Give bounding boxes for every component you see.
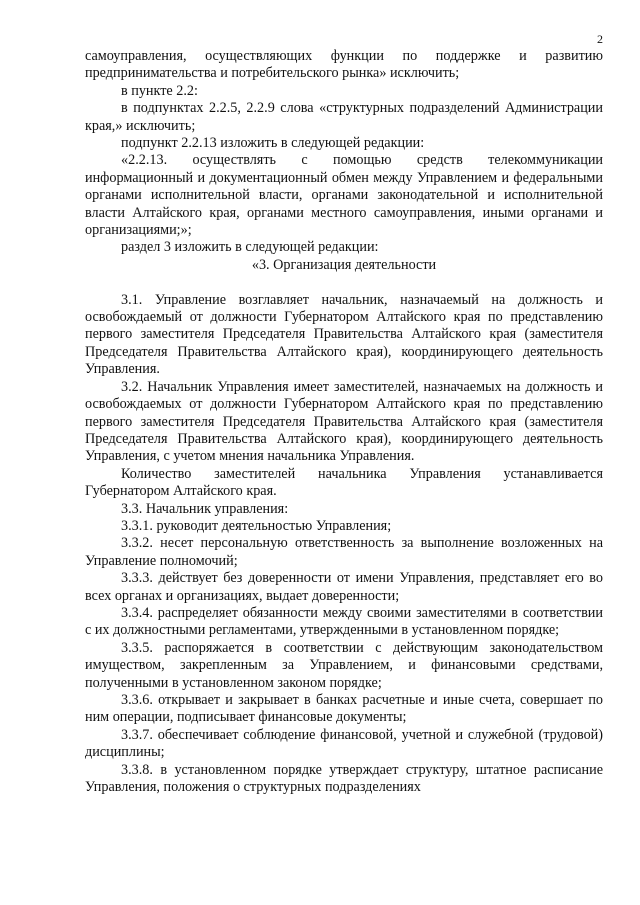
paragraph-section-3-intro: раздел 3 изложить в следующей редакции: bbox=[121, 239, 379, 256]
blank-line bbox=[85, 274, 603, 291]
paragraph-3-3-8: 3.3.8. в установленном порядке утверждает структуру, штатное расписание Управления, положения о структурных подразделениях bbox=[85, 761, 603, 796]
section-3-heading: «3. Организация деятельности bbox=[251, 256, 437, 273]
paragraph-continuation: самоуправления, осуществляющих функции по поддержке и развитию предпринимательства и потребительского рынка» исключить; bbox=[85, 48, 603, 82]
paragraph-3-3-5: 3.3.5. распоряжается в соответствии с действующим законодательством имуществом, закрепленным за Управлением, и финансовыми средствами, полученными в установленном законом порядке; bbox=[85, 639, 603, 691]
paragraph-3-3-4: 3.3.4. распределяет обязанности между своими заместителями в соответствии с их должностными регламентами, утвержденными в установленном порядке; bbox=[85, 604, 603, 639]
paragraph-3-1: 3.1. Управление возглавляет начальник, назначаемый на должность и освобождаемый от должности Губернатором Алтайского края по представлению первого заместителя Председателя Правительства Алтайского края (заместителя Председателя Правительства Алтайского края), координирующего деятельность Управления. bbox=[85, 291, 603, 378]
paragraph-3-3-6: 3.3.6. открывает и закрывает в банках расчетные и иные счета, совершает по ним операции, подписывает финансовые документы; bbox=[85, 692, 603, 726]
paragraph-3-3-2: 3.3.2. несет персональную ответственность за выполнение возложенных на Управление полномочий; bbox=[85, 535, 603, 569]
paragraph-subpoint-2-2-13-intro: подпункт 2.2.13 изложить в следующей редакции: bbox=[121, 135, 425, 152]
paragraph-3-3-3: 3.3.3. действует без доверенности от имени Управления, представляет его во всех органах и организациях, выдает доверенности; bbox=[85, 570, 603, 604]
paragraph-deputies-count: Количество заместителей начальника Управления устанавливается Губернатором Алтайского края. bbox=[85, 465, 603, 500]
page-number: 2 bbox=[597, 32, 603, 46]
document-body bbox=[85, 48, 603, 796]
paragraph-subpoint-2-2-13: «2.2.13. осуществлять с помощью средств телекоммуникации информационный и документационный обмен между Управлением и федеральными органами исполнительной власти, органами законодательной и исполнительной власти Алтайского края, органами местного самоуправления, иными органами и организациями;»; bbox=[85, 152, 603, 239]
paragraph-3-2: 3.2. Начальник Управления имеет заместителей, назначаемых на должность и освобождаемых от должности Губернатором Алтайского края по представлению первого заместителя Председателя Правительства Алтайского края (заместителя Председателя Правительства Алтайского края), координирующего деятельность Управления, с учетом мнения начальника Управления. bbox=[85, 378, 603, 465]
paragraph-3-3-7: 3.3.7. обеспечивает соблюдение финансовой, учетной и служебной (трудовой) дисциплины; bbox=[85, 726, 603, 761]
paragraph-point-2-2: в пункте 2.2: bbox=[121, 82, 198, 99]
paragraph-3-3: 3.3. Начальник управления: bbox=[121, 500, 289, 517]
paragraph-subpoints-2-2-5-2-2-9: в подпунктах 2.2.5, 2.2.9 слова «структурных подразделений Администрации края,» исключить; bbox=[85, 100, 603, 134]
paragraph-3-3-1: 3.3.1. руководит деятельностью Управления; bbox=[121, 517, 392, 534]
